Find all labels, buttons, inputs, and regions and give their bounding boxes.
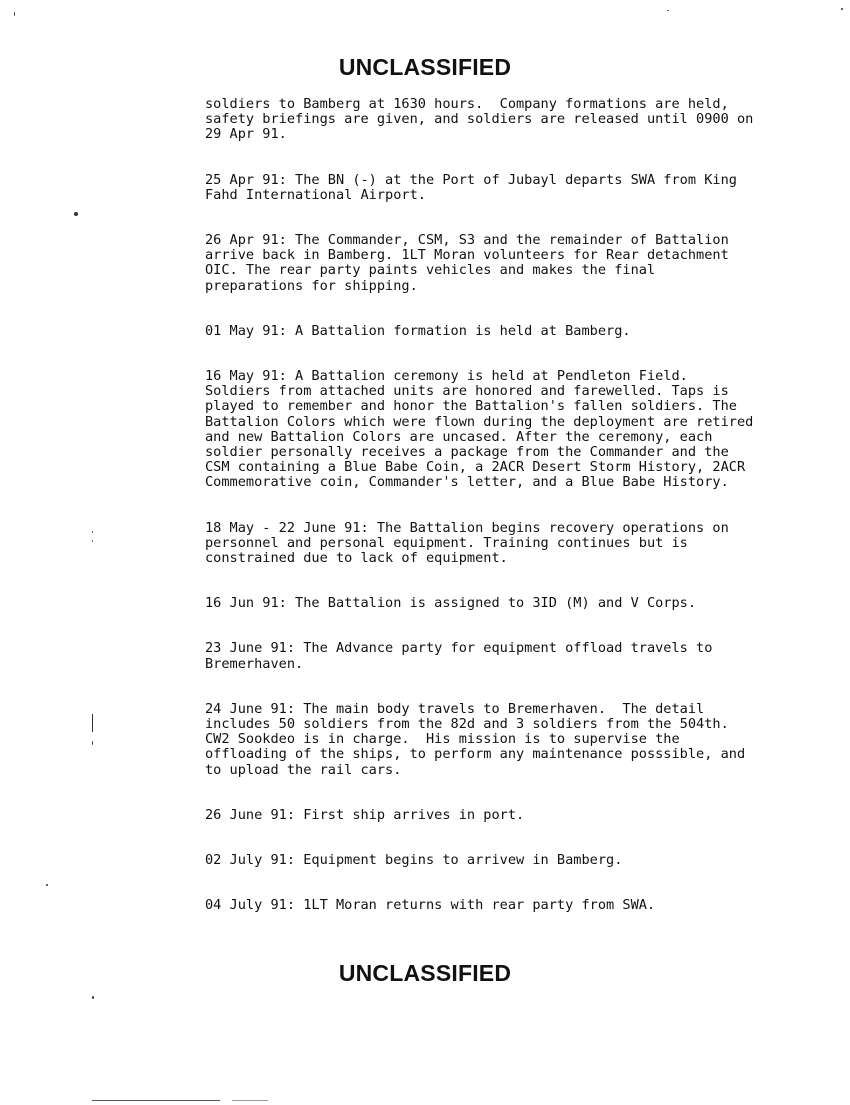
scan-edge-line <box>232 1100 268 1101</box>
paragraph-25-apr-91: 25 Apr 91: The BN (-) at the Port of Jubayl departs SWA from King Fahd International Airport. <box>205 171 737 203</box>
scan-speck <box>667 10 669 11</box>
scan-speck <box>74 212 78 216</box>
paragraph-01-may-91: 01 May 91: A Battalion formation is held at Bamberg. <box>205 322 631 339</box>
scan-speck <box>14 12 15 16</box>
paragraph-16-jun-91: 16 Jun 91: The Battalion is assigned to 3ID (M) and V Corps. <box>205 595 697 612</box>
paragraph-24-june-91: 24 June 91: The main body travels to Bremerhaven. The detail includes 50 soldiers from the 82d and 3 soldiers from the 504th. CW2 Sookdeo is in charge. His mission is to supervise the offloading of the ships, to perform any maintenance posssible, and to upload the rail cars. <box>205 700 746 778</box>
paragraph-continuation: soldiers to Bamberg at 1630 hours. Company formations are held, safety briefings are given, and soldiers are released until 0900 on 29 Apr 91. <box>205 96 754 143</box>
chronology-body <box>205 97 825 914</box>
paragraph-26-apr-91: 26 Apr 91: The Commander, CSM, S3 and the remainder of Battalion arrive back in Bamberg. 1LT Moran volunteers for Rear detachment OIC. The rear party paints vehicles and makes the final preparations for shipping. <box>205 232 729 294</box>
scan-speck <box>46 884 48 886</box>
paragraph-23-june-91: 23 June 91: The Advance party for equipment offload travels to Bremerhaven. <box>205 640 713 672</box>
header-classification-marking: UNCLASSIFIED <box>338 54 512 80</box>
footer-classification-marking: UNCLASSIFIED <box>338 960 512 986</box>
paragraph-26-june-91: 26 June 91: First ship arrives in port. <box>205 806 525 823</box>
paragraph-16-may-91: 16 May 91: A Battalion ceremony is held at Pendleton Field. Soldiers from attached units are honored and farewelled. Taps is played to remember and honor the Battalion's fallen soldiers. The Battalion Colors which were flown during the deployment are retired and new Battalion Colors are uncased. After the ceremony, each soldier personally receives a package from the Commander and the CSM containing a Blue Babe Coin, a 2ACR Desert Storm History, 2ACR Commemorative coin, Commander's letter, and a Blue Babe History. <box>205 368 754 491</box>
scan-speck <box>92 540 93 542</box>
scan-speck <box>92 996 94 999</box>
scan-speck <box>92 531 93 533</box>
paragraph-18-may-22-june-91: 18 May - 22 June 91: The Battalion begins recovery operations on personnel and personal equipment. Training continues but is constrained due to lack of equipment. <box>205 519 729 567</box>
scan-speck <box>92 741 93 745</box>
paragraph-04-july-91: 04 July 91: 1LT Moran returns with rear party from SWA. <box>205 897 656 914</box>
scan-mark-line <box>92 714 93 732</box>
scan-edge-line <box>92 1100 220 1101</box>
paragraph-02-july-91: 02 July 91: Equipment begins to arrivew in Bamberg. <box>205 852 623 869</box>
scan-speck <box>841 8 843 10</box>
